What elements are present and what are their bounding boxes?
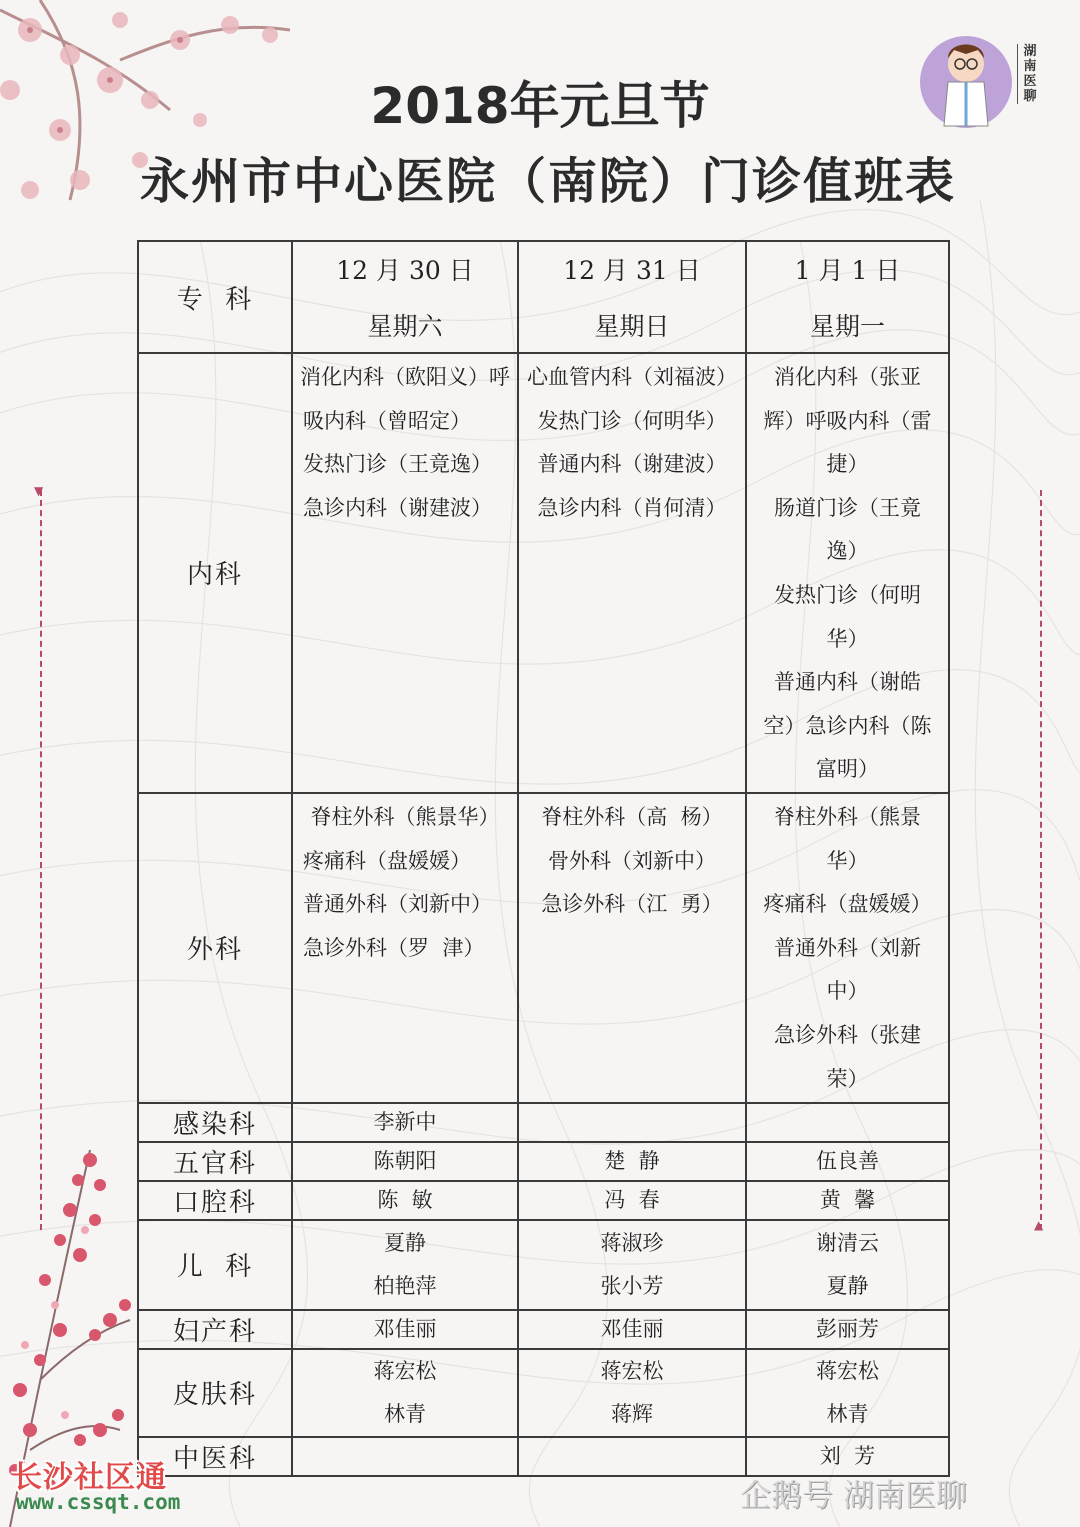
schedule-cell	[292, 1310, 518, 1349]
duty-schedule-table	[137, 240, 950, 1477]
right-dashed-border	[1040, 490, 1042, 1230]
watermark-site-url: www.cssqt.com	[16, 1490, 181, 1514]
entry: 华）	[826, 626, 869, 651]
entry: 发热门诊（何明华）	[537, 408, 727, 433]
table-row-fuchan	[138, 1310, 949, 1349]
entry: 疼痛科（盘媛媛）	[303, 848, 471, 873]
entry: 普通外科（刘新	[774, 935, 921, 960]
entry: 消化内科（欧阳义）呼	[300, 365, 510, 389]
entry: 富明）	[816, 757, 879, 782]
table-row-neike	[138, 353, 949, 793]
table-row-kouqiang	[138, 1181, 949, 1220]
schedule-cell	[746, 793, 949, 1103]
schedule-cell	[292, 1142, 518, 1181]
schedule-cell	[518, 1310, 746, 1349]
dept-label: 妇产科	[172, 1316, 257, 1347]
entry: 普通内科（谢建波）	[537, 452, 727, 477]
entry: 疼痛科（盘媛媛）	[763, 892, 932, 917]
doctor-name: 黄 馨	[819, 1188, 876, 1213]
dept-label: 五官科	[172, 1148, 257, 1179]
entry: 普通外科（刘新中）	[303, 892, 492, 917]
schedule-cell	[292, 1220, 518, 1310]
doctor-name: 楚 静	[604, 1149, 660, 1174]
entry: 华）	[826, 848, 869, 873]
doctor-name: 李新中	[373, 1110, 437, 1135]
dept-label: 外科	[186, 935, 243, 966]
schedule-cell	[292, 1181, 518, 1220]
schedule-cell	[746, 1142, 949, 1181]
header-date-label: 12 月 30 日	[336, 256, 474, 285]
dept-cell	[138, 1103, 292, 1142]
doctor-name: 邓佳丽	[373, 1317, 437, 1342]
schedule-cell	[518, 353, 746, 793]
header-weekday-label: 星期六	[367, 312, 443, 341]
doctor-name: 谢清云	[816, 1230, 879, 1255]
entry: 脊柱外科（熊景华）	[310, 804, 500, 829]
doctor-name: 林青	[826, 1401, 869, 1426]
schedule-cell	[292, 1103, 518, 1142]
entry: 脊柱外科（熊景	[774, 804, 921, 829]
doctor-name: 彭丽芳	[816, 1317, 879, 1342]
table-row-erke	[138, 1220, 949, 1310]
doctor-name: 陈朝阳	[373, 1149, 437, 1174]
table-row-ganran	[138, 1103, 949, 1142]
title-line-2: 永州市中心医院（南院）门诊值班表	[139, 153, 956, 210]
entry: 心血管内科（刘福波）	[527, 365, 737, 389]
doctor-name: 刘 芳	[819, 1444, 876, 1469]
entry: 捷）	[826, 452, 869, 477]
schedule-cell	[292, 1349, 518, 1437]
header-dept-label: 专 科	[176, 284, 254, 315]
title-line-1: 2018年元旦节	[370, 77, 710, 135]
entry: 发热门诊（王竟逸）	[303, 452, 492, 477]
dept-cell	[138, 793, 292, 1103]
entry: 荣）	[826, 1066, 869, 1091]
entry: 普通内科（谢皓	[774, 670, 921, 695]
schedule-cell	[518, 1349, 746, 1437]
dept-cell	[138, 1310, 292, 1349]
header-weekday-label: 星期日	[594, 312, 670, 341]
schedule-cell	[746, 1181, 949, 1220]
entry: 急诊外科（张建	[774, 1022, 921, 1047]
left-arrow-icon: ▼	[34, 484, 44, 498]
right-arrow-icon: ▲	[1034, 1218, 1044, 1232]
entry: 发热门诊（何明	[774, 582, 921, 607]
schedule-cell	[518, 1220, 746, 1310]
dept-cell	[138, 1142, 292, 1181]
doctor-name: 蒋辉	[611, 1401, 653, 1426]
schedule-cell	[746, 353, 949, 793]
schedule-cell	[746, 1349, 949, 1437]
doctor-name: 蒋宏松	[600, 1358, 664, 1383]
dept-cell	[138, 1181, 292, 1220]
entry: 急诊内科（谢建波）	[303, 495, 492, 520]
doctor-name: 林青	[384, 1401, 426, 1426]
entry: 空）急诊内科（陈	[763, 713, 932, 738]
schedule-cell	[292, 1437, 518, 1476]
doctor-name: 伍良善	[816, 1149, 879, 1174]
header-date-2	[518, 241, 746, 353]
doctor-name: 陈 敏	[377, 1188, 433, 1213]
schedule-cell	[518, 1142, 746, 1181]
schedule-cell	[292, 793, 518, 1103]
schedule-cell	[292, 353, 518, 793]
dept-label: 皮肤科	[172, 1380, 257, 1411]
schedule-cell	[746, 1310, 949, 1349]
schedule-cell	[518, 793, 746, 1103]
header-date-label: 1 月 1 日	[794, 256, 901, 285]
watermark-site-name: 长沙社区通	[12, 1460, 167, 1495]
dept-label: 口腔科	[172, 1187, 257, 1218]
entry: 急诊外科（江 勇）	[541, 892, 723, 917]
table-row-pifu	[138, 1349, 949, 1437]
entry: 骨外科（刘新中）	[548, 848, 716, 873]
entry: 辉）呼吸内科（雷	[763, 408, 932, 433]
doctor-name: 冯 春	[604, 1188, 660, 1213]
left-dashed-border	[40, 490, 42, 1230]
dept-cell	[138, 353, 292, 793]
entry: 吸内科（曾昭定）	[303, 408, 471, 433]
header-dept	[138, 241, 292, 353]
header-weekday-label: 星期一	[809, 312, 885, 341]
watermark-publisher: 企鹅号 湖南医聊	[740, 1478, 967, 1514]
header-date-label: 12 月 31 日	[563, 256, 701, 285]
schedule-cell	[518, 1103, 746, 1142]
doctor-name: 夏静	[384, 1230, 426, 1255]
schedule-cell	[518, 1437, 746, 1476]
schedule-cell	[746, 1220, 949, 1310]
dept-label: 中医科	[172, 1443, 257, 1474]
doctor-name: 蒋淑珍	[600, 1230, 664, 1255]
doctor-name: 张小芳	[600, 1273, 664, 1298]
doctor-name: 邓佳丽	[600, 1317, 664, 1342]
doctor-name: 夏静	[826, 1273, 869, 1298]
doctor-name: 蒋宏松	[373, 1358, 437, 1383]
dept-label: 内科	[186, 560, 243, 591]
schedule-cell	[518, 1181, 746, 1220]
dept-cell	[138, 1220, 292, 1310]
header-date-3	[746, 241, 949, 353]
entry: 急诊外科（罗 津）	[303, 935, 485, 960]
doctor-name: 柏艳萍	[373, 1273, 437, 1298]
entry: 急诊内科（肖何清）	[537, 495, 727, 520]
dept-label: 感染科	[172, 1109, 257, 1140]
entry: 逸）	[826, 539, 869, 564]
doctor-name: 蒋宏松	[816, 1358, 879, 1383]
dept-cell	[138, 1349, 292, 1437]
entry: 肠道门诊（王竟	[774, 495, 921, 520]
entry: 中）	[826, 979, 869, 1004]
table-row-waike	[138, 793, 949, 1103]
dept-label: 儿 科	[176, 1252, 254, 1283]
table-row-wuguan	[138, 1142, 949, 1181]
entry: 消化内科（张亚	[774, 365, 921, 389]
table-header-row	[138, 241, 949, 353]
header-date-1	[292, 241, 518, 353]
entry: 脊柱外科（高 杨）	[541, 804, 723, 829]
logo-text: 湖南医聊	[1017, 44, 1040, 104]
schedule-cell	[746, 1103, 949, 1142]
